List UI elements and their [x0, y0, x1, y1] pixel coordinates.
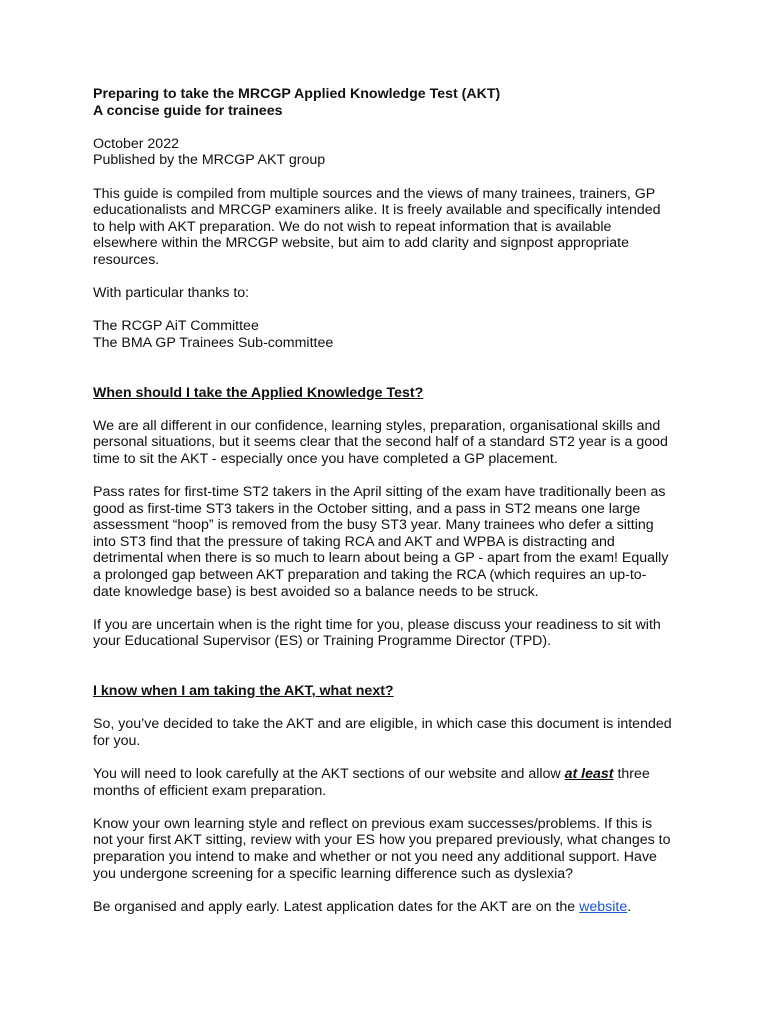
paragraph-line: Pass rates for first-time ST2 takers in the April sitting of the exam have traditionally been as [93, 484, 666, 501]
text-run: Be organised and apply early. Latest application dates for the AKT are on the [93, 898, 580, 915]
thanks-heading: With particular thanks to: [93, 285, 250, 302]
section1-paragraph-1 [93, 418, 683, 468]
publication-date: October 2022 [93, 135, 179, 152]
section2-paragraph-3 [93, 816, 683, 882]
document-page [93, 86, 683, 915]
section-heading-when: When should I take the Applied Knowledge Test? [93, 384, 424, 401]
section2-paragraph-4 [93, 899, 683, 916]
paragraph-line: We are all different in our confidence, learning styles, preparation, organisational skills and [93, 417, 661, 434]
emphasis-at-least: at least [564, 765, 614, 782]
paragraph-line: If you are uncertain when is the right time for you, please discuss your readiness to sit with [93, 616, 661, 633]
text-run: . [627, 898, 632, 915]
paragraph-line: This guide is compiled from multiple sources and the views of many trainees, trainers, GP [93, 185, 656, 202]
section2-paragraph-1 [93, 716, 683, 749]
thanks-item: The BMA GP Trainees Sub-committee [93, 334, 334, 351]
paragraph-line [93, 766, 683, 783]
paragraph-line: Know your own learning style and reflect on previous exam successes/problems. If this is [93, 815, 653, 832]
paragraph-line: resources. [93, 251, 160, 268]
paragraph-line: educationalists and MRCGP examiners alike. It is freely available and specifically intended [93, 202, 661, 219]
paragraph-line: for you. [93, 732, 141, 749]
paragraph-line: you undergone screening for a specific learning difference such as dyslexia? [93, 865, 574, 882]
paragraph-line: date knowledge base) is best avoided so a balance needs to be struck. [93, 583, 539, 600]
paragraph-line: a prolonged gap between AKT preparation and taking the RCA (which requires an up-to- [93, 567, 647, 584]
paragraph-line: to help with AKT preparation. We do not wish to repeat information that is available [93, 218, 612, 235]
paragraph-line: months of efficient exam preparation. [93, 782, 327, 799]
paragraph-line: good as first-time ST3 takers in the October sitting, and a pass in ST2 means one large [93, 500, 641, 517]
paragraph-line: assessment “hoop” is removed from the busy ST3 year. Many trainees who defer a sitting [93, 517, 654, 534]
section-heading-next: I know when I am taking the AKT, what next? [93, 683, 394, 699]
thanks-item: The RCGP AiT Committee [93, 318, 259, 335]
section1-paragraph-2 [93, 484, 683, 600]
paragraph-line: elsewhere within the MRCGP website, but aim to add clarity and signpost appropriate [93, 235, 629, 252]
document-subtitle: A concise guide for trainees [93, 102, 283, 119]
paragraph-line: into ST3 find that the pressure of taking RCA and AKT and WPBA is distracting and [93, 533, 615, 550]
section2-paragraph-2 [93, 766, 683, 799]
paragraph-line: not your first AKT sitting, review with your ES how you prepared previously, what changes to [93, 832, 671, 849]
section1-paragraph-3 [93, 617, 683, 650]
text-run: You will need to look carefully at the AKT sections of our website and allow [93, 765, 565, 782]
paragraph-line: your Educational Supervisor (ES) or Training Programme Director (TPD). [93, 633, 552, 650]
paragraph-line: detrimental when there is so much to learn about being a GP - apart from the exam! Equally [93, 550, 669, 567]
paragraph-line: So, you’ve decided to take the AKT and are eligible, in which case this document is intended [93, 716, 672, 733]
paragraph-line: personal situations, but it seems clear that the second half of a standard ST2 year is a good [93, 434, 668, 451]
website-link[interactable]: website [579, 898, 628, 915]
paragraph-line: preparation you intend to make and whether or not you need any additional support. Have [93, 848, 657, 865]
document-title: Preparing to take the MRCGP Applied Knowledge Test (AKT) [93, 86, 501, 102]
paragraph-line: time to sit the AKT - especially once you have completed a GP placement. [93, 450, 558, 467]
text-run: three [613, 765, 650, 782]
publisher-line: Published by the MRCGP AKT group [93, 152, 326, 169]
intro-paragraph [93, 186, 683, 269]
